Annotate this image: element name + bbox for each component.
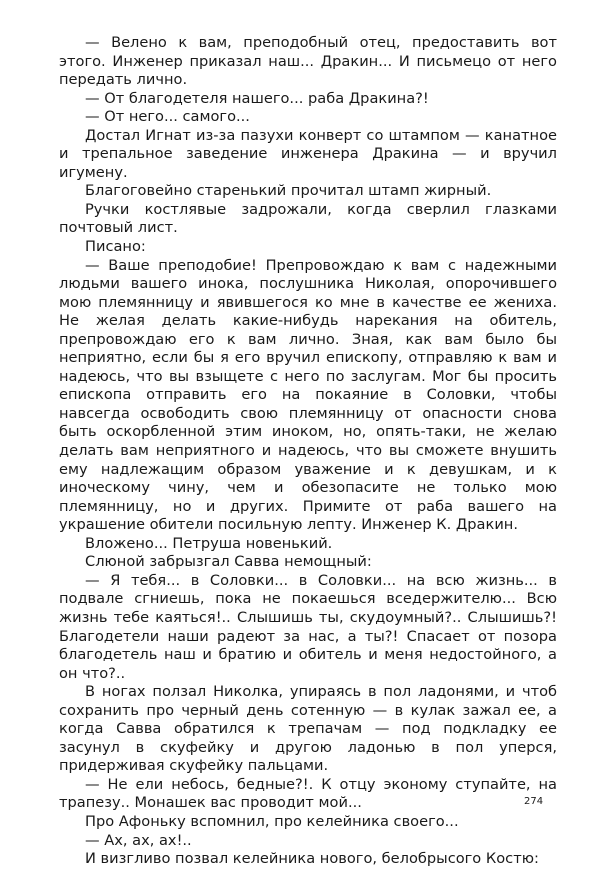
paragraph: Достал Игнат из-за пазухи конверт со штампом — канатное и трепальное заведение инженера Дракина — и вручил игумену. xyxy=(59,126,557,181)
paragraph: — От него... самого... xyxy=(85,108,250,126)
paragraph: — Ах, ах, ах!.. xyxy=(85,831,192,849)
paragraph: — Не ели небось, бедные?!. К отцу эконому ступайте, на трапезу.. Монашек вас проводит мой... xyxy=(59,775,557,812)
paragraph: — Ваше преподобие! Препровождаю к вам с надежными людьми вашего инока, послушника Николая, опорочившего мою племянницу и явившегося ко мне в качестве ее жениха. Не желая делать какие-нибудь нарекания на обитель, препровождаю его к вам лично. Зная, как вам было бы неприятно, если бы я его вручил епископу, отправляю к вам и надеюсь, что вы взыщете с него по заслугам. Мог бы просить епископа отправить его на покаяние в Соловки, чтобы навсегда освободить свою племянницу от опасности снова быть оскорбленной этим иноком, но, опять-таки, не желаю делать вам неприятного и надеюсь, что вы сможете внушить ему надлежащим образом уважение и к девушкам, и к иноческому чину, чем и обезопасите не только мою племянницу, но и других. Примите от раба вашего на украшение обители посильную лепту. Инженер К. Дракин. xyxy=(59,256,557,534)
paragraph: В ногах ползал Николка, упираясь в пол ладонями, и чтоб сохранить про черный день сотенную — в кулак зажал ее, а когда Савва обратился к трепачам — под подкладку ее засунул в скуфейку и другою ладонью в пол уперся, придерживая скуфейку пальцами. xyxy=(59,683,557,775)
paragraph: Вложено... Петруша новенький. xyxy=(85,534,333,552)
paragraph: Про Афоньку вспомнил, про келейника своего... xyxy=(85,812,459,830)
page-number: 274 xyxy=(524,796,544,807)
paragraph: Ручки костлявые задрожали, когда сверлил глазками почтовый лист. xyxy=(59,200,557,237)
paragraph: И визгливо позвал келейника нового, белобрысого Костю: xyxy=(85,850,539,868)
paragraph: Писано: xyxy=(85,238,146,256)
paragraph: — Я тебя... в Соловки... в Соловки... на всю жизнь... в подвале сгниешь, пока не покаешься вседержителю... Всю жизнь тебе каяться!.. Слышишь ты, скудоумный?.. Слышишь?! Благодетели наши радеют за нас, а ты?! Спасает от позора благодетель наш и братию и обитель и меня недостойного, а он что?.. xyxy=(59,571,557,682)
paragraph: Слюной забрызгал Савва немощный: xyxy=(85,553,372,571)
paragraph: Благоговейно старенький прочитал штамп жирный. xyxy=(85,182,492,200)
paragraph: — Велено к вам, преподобный отец, предоставить вот этого. Инженер приказал наш... Дракин... И письмецо от него передать лично. xyxy=(59,34,557,89)
page-body xyxy=(59,34,557,869)
paragraph: — От благодетеля нашего... раба Дракина?! xyxy=(85,89,429,107)
